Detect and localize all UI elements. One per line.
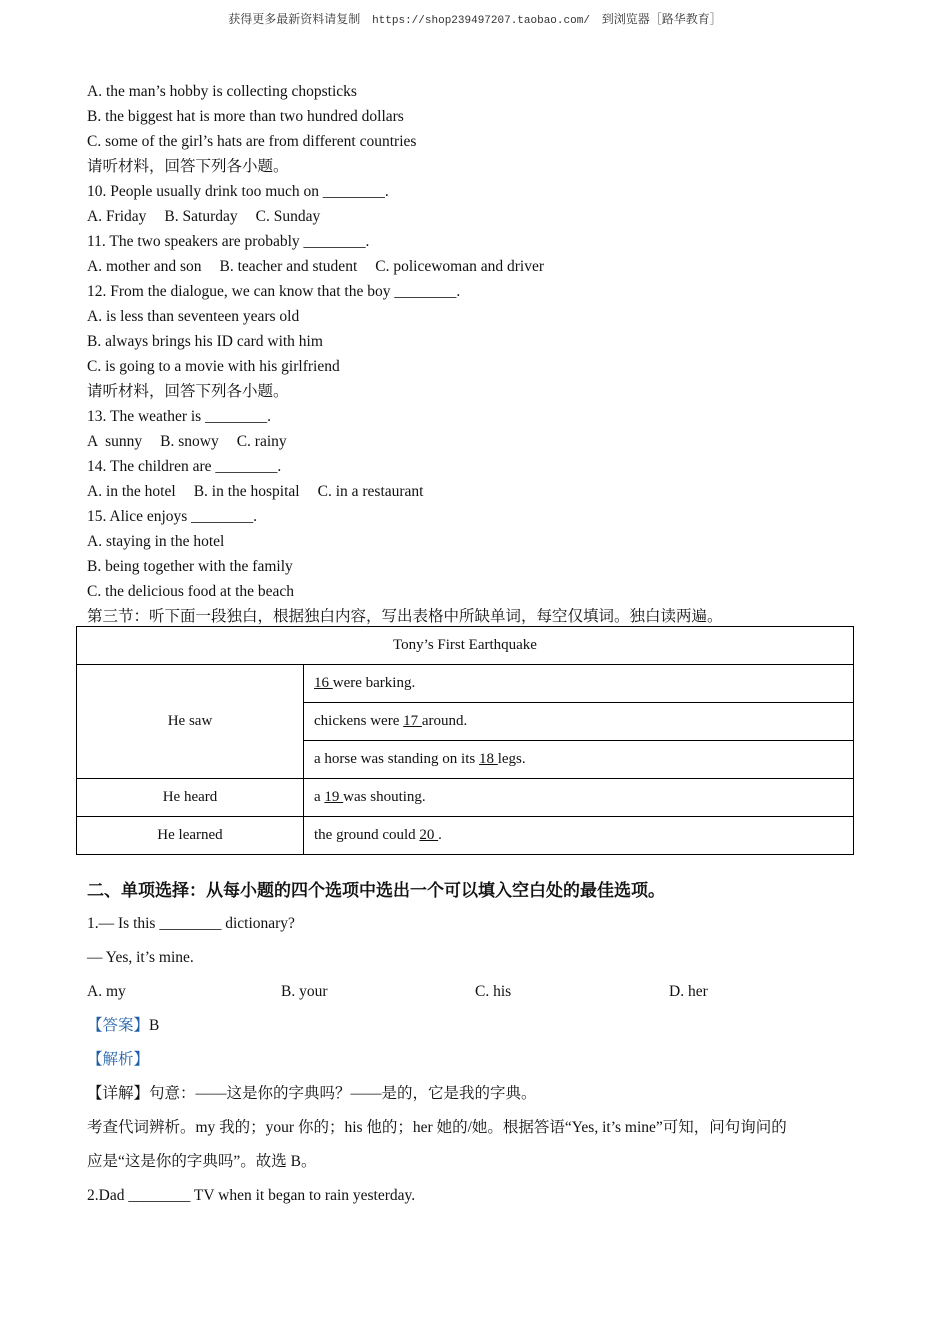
answer-option[interactable]: C. policewoman and driver: [375, 258, 544, 275]
text-line: B. the biggest hat is more than two hundred dollars: [87, 108, 404, 125]
header-right-text: 到浏览器［路华教育］: [601, 12, 722, 26]
answer-option[interactable]: B. snowy: [160, 433, 219, 450]
text-line: 15. Alice enjoys ________.: [87, 508, 258, 525]
table-title: Tony’s First Earthquake: [77, 627, 854, 665]
label-he-learned: He learned: [77, 817, 304, 855]
text-line: 12. From the dialogue, we can know that the boy ________.: [87, 283, 461, 300]
question-1: 1.— Is this ________ dictionary?: [87, 915, 295, 932]
text-line: A. staying in the hotel: [87, 533, 225, 550]
listening-questions: [87, 79, 867, 629]
label-he-heard: He heard: [77, 779, 304, 817]
blank-17[interactable]: 17: [403, 713, 422, 729]
table-row-16: [304, 665, 854, 703]
question-2: 2.Dad ________ TV when it began to rain yesterday.: [87, 1187, 416, 1204]
blank-18[interactable]: 18: [478, 751, 498, 767]
row-text: around.: [421, 713, 468, 729]
answer-option[interactable]: C. Sunday: [255, 208, 321, 225]
answer-option[interactable]: A sunny: [87, 433, 143, 450]
row-text: a horse was standing on its: [314, 751, 479, 767]
text-line: 13. The weather is ________.: [87, 408, 271, 425]
table-row-20: [304, 817, 854, 855]
option-b[interactable]: B. your: [281, 983, 328, 1000]
blank-19[interactable]: 19: [324, 789, 344, 805]
header-left-text: 获得更多最新资料请复制: [228, 12, 361, 26]
row-text: legs.: [497, 751, 526, 767]
text-line: C. the delicious food at the beach: [87, 583, 295, 600]
answer-value: B: [149, 1017, 160, 1034]
explanation-line-1: 考查代词辨析。my 我的；your 你的；his 他的；her 她的/她。根据答语“Yes, it’s mine”可知，问句询问的: [87, 1119, 787, 1136]
option-row: [87, 204, 867, 229]
answer-option[interactable]: C. rainy: [236, 433, 287, 450]
option-a[interactable]: A. my: [87, 983, 126, 1000]
answer-line: [87, 1009, 887, 1043]
table-row-18: [304, 741, 854, 779]
row-text: the ground could: [314, 827, 420, 843]
answer-option[interactable]: B. in the hospital: [193, 483, 300, 500]
question-1-reply: — Yes, it’s mine.: [87, 949, 194, 966]
answer-option[interactable]: A. in the hotel: [87, 483, 176, 500]
analysis-tag: 【解析】: [87, 1051, 150, 1068]
section-title: 二、单项选择：从每小题的四个选项中选出一个可以填入空白处的最佳选项。: [87, 881, 665, 901]
row-text: a: [314, 789, 325, 805]
text-line: B. being together with the family: [87, 558, 293, 575]
option-c[interactable]: C. his: [475, 983, 512, 1000]
text-line: C. is going to a movie with his girlfriend: [87, 358, 340, 375]
text-line: C. some of the girl’s hats are from different countries: [87, 133, 417, 150]
section-single-choice: [87, 875, 887, 1213]
text-line: 14. The children are ________.: [87, 458, 282, 475]
answer-option[interactable]: C. in a restaurant: [317, 483, 424, 500]
answer-option[interactable]: A. Friday: [87, 208, 147, 225]
page-header: [0, 10, 950, 27]
text-line: 10. People usually drink too much on ________.: [87, 183, 389, 200]
label-he-saw: He saw: [77, 665, 304, 779]
option-row: [87, 429, 867, 454]
answer-option[interactable]: B. teacher and student: [219, 258, 358, 275]
text-line: 11. The two speakers are probably ________.: [87, 233, 370, 250]
text-line: 请听材料，回答下列各小题。: [87, 383, 289, 400]
question-1-options: [87, 975, 887, 1009]
option-row: [87, 479, 867, 504]
row-text: chickens were: [314, 713, 404, 729]
answer-option[interactable]: B. Saturday: [164, 208, 238, 225]
header-url[interactable]: https://shop239497207.taobao.com/: [372, 15, 590, 27]
text-line: 请听材料，回答下列各小题。: [87, 158, 289, 175]
row-text: were barking.: [332, 675, 416, 691]
table-row-19: [304, 779, 854, 817]
text-line: A. the man’s hobby is collecting chopsticks: [87, 83, 357, 100]
table-row-17: [304, 703, 854, 741]
option-row: [87, 254, 867, 279]
option-d[interactable]: D. her: [669, 983, 708, 1000]
blank-20[interactable]: 20: [419, 827, 439, 843]
answer-option[interactable]: A. mother and son: [87, 258, 202, 275]
blank-16[interactable]: 16: [314, 675, 333, 691]
answer-tag: 【答案】: [87, 1017, 150, 1034]
row-text: .: [438, 827, 442, 843]
text-line: A. is less than seventeen years old: [87, 308, 300, 325]
row-text: was shouting.: [343, 789, 426, 805]
text-line: 第三节：听下面一段独白，根据独白内容，写出表格中所缺单词，每空仅填词。独白读两遍。: [87, 608, 723, 625]
text-line: B. always brings his ID card with him: [87, 333, 323, 350]
earthquake-table: [76, 626, 854, 855]
detail-line: 【详解】句意：——这是你的字典吗？——是的，它是我的字典。: [87, 1085, 537, 1102]
explanation-line-2: 应是“这是你的字典吗”。故选 B。: [87, 1153, 317, 1170]
